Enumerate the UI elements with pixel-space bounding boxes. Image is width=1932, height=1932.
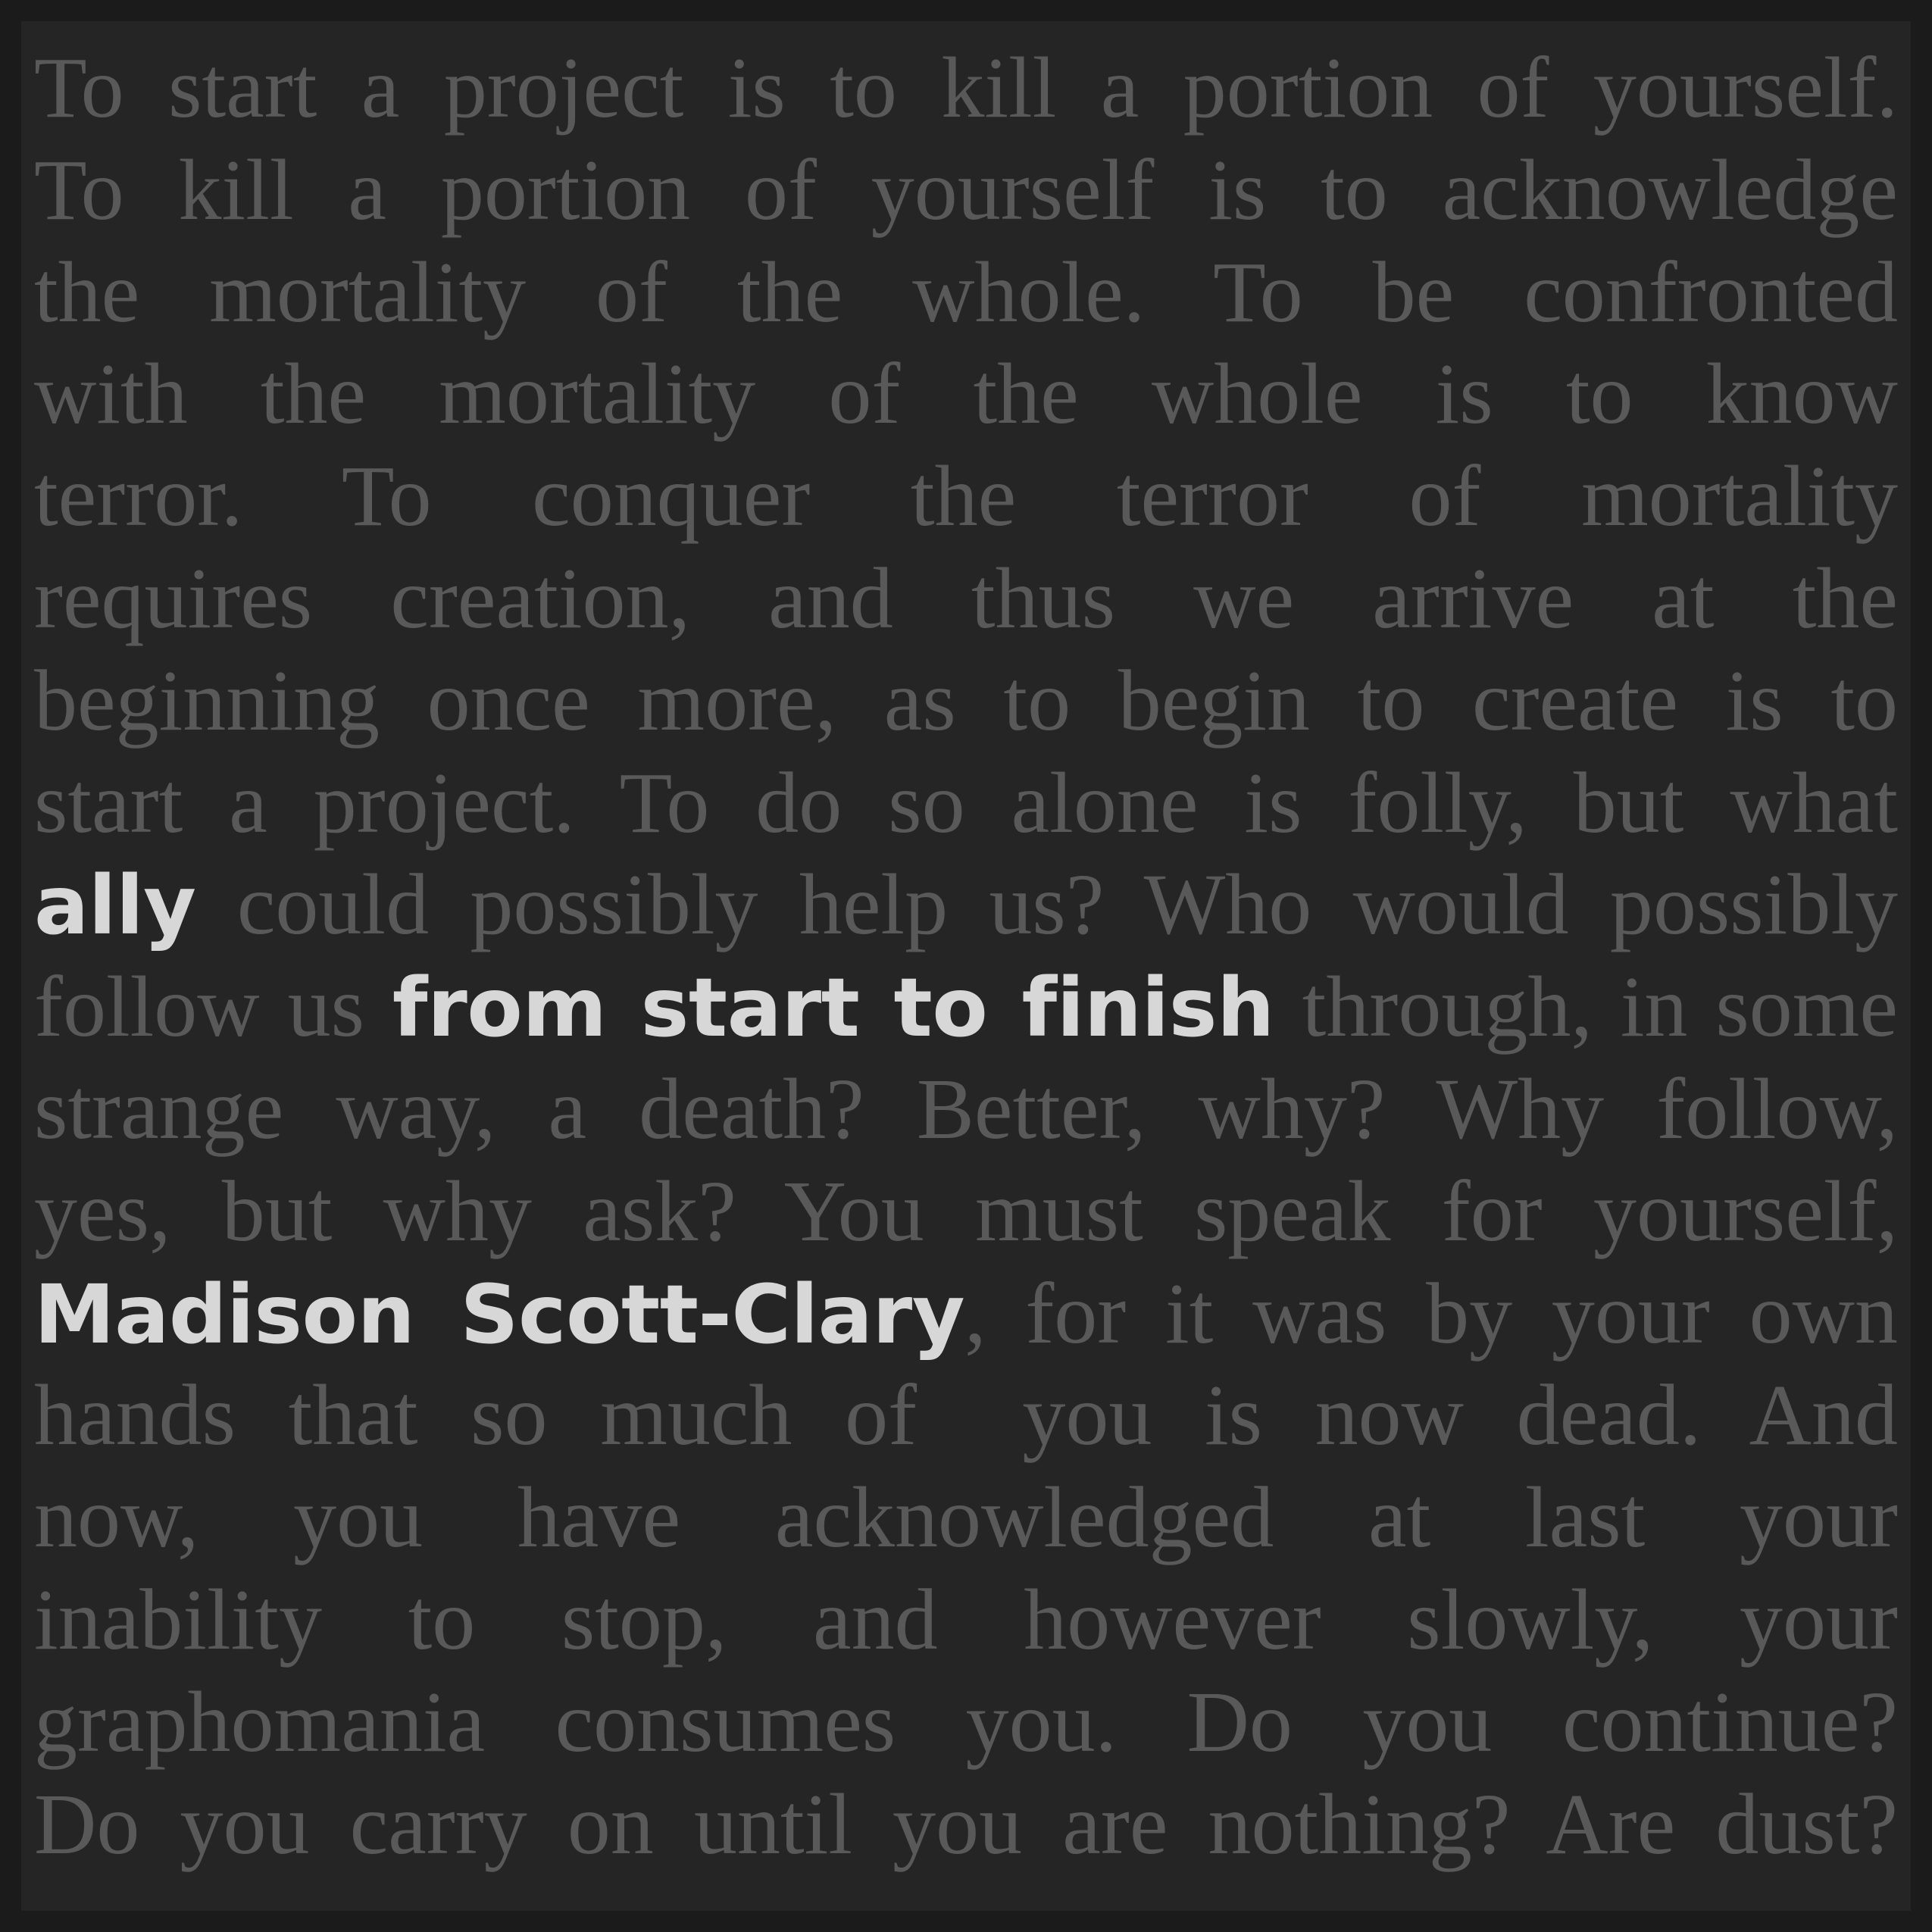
author-name: Madison Scott-Clary [34, 1268, 965, 1362]
body-text-segment: with the mortality of the whole is to know [34, 345, 1898, 442]
text-line [34, 1569, 1898, 1671]
text-line [34, 1671, 1898, 1774]
text-line [34, 1467, 1898, 1569]
text-line [34, 139, 1898, 242]
body-text-segment: yes, but why ask? You must speak for yourself, [34, 1162, 1898, 1259]
book-subtitle: from start to finish [392, 961, 1274, 1056]
text-line [34, 445, 1898, 548]
body-text-segment: terror. To conquer the terror of mortality [34, 448, 1898, 545]
body-text-segment: To start a project is to kill a portion of yourself. [34, 39, 1898, 136]
body-text-segment: inability to stop, and however slowly, your [34, 1571, 1898, 1668]
text-line [34, 1161, 1898, 1263]
body-text-segment: To kill a portion of yourself is to acknowledge [34, 141, 1898, 238]
body-text-segment: follow us [34, 958, 392, 1055]
body-text-segment: could possibly help us? Who would possibly [195, 856, 1898, 953]
text-line [34, 37, 1898, 139]
text-line [34, 956, 1898, 1058]
body-text-segment: hands that so much of you is now dead. And [34, 1367, 1898, 1464]
text-line [34, 548, 1898, 650]
body-text-segment: graphomania consumes you. Do you continue? [34, 1673, 1898, 1770]
body-text-segment: requires creation, and thus we arrive at the [34, 549, 1898, 646]
text-line [34, 1058, 1898, 1161]
text-line [34, 242, 1898, 344]
cover-panel [21, 21, 1911, 1911]
text-line [34, 343, 1898, 445]
body-text-segment: , for it was by your own [964, 1265, 1898, 1361]
text-line [34, 650, 1898, 752]
text-line [34, 1365, 1898, 1467]
text-line [34, 854, 1898, 956]
body-text-segment: beginning once more, as to begin to create is to [34, 652, 1898, 749]
body-text-segment: the mortality of the whole. To be confronted [34, 243, 1898, 340]
text-line [34, 1263, 1898, 1365]
body-text-segment: through, in some [1274, 958, 1898, 1055]
body-text-segment: start a project. To do so alone is folly, but what [34, 754, 1898, 851]
body-text-segment: now, you have acknowledged at last your [34, 1469, 1898, 1566]
body-text-segment: strange way, a death? Better, why? Why follow, [34, 1060, 1898, 1157]
body-text-segment: Do you carry on until you are nothing? Are dust? [34, 1775, 1898, 1872]
text-line [34, 1774, 1898, 1876]
cover-text [34, 37, 1898, 1875]
book-title: ally [34, 859, 196, 954]
text-line [34, 752, 1898, 855]
